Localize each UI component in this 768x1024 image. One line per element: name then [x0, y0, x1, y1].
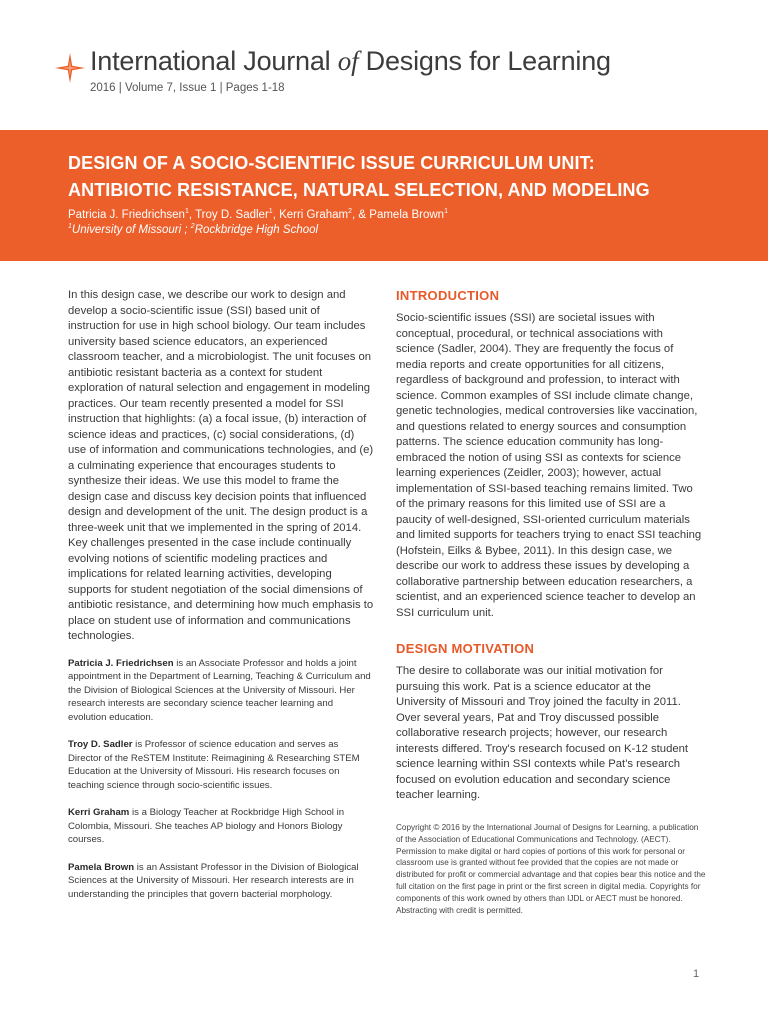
- affiliation-mark: 1: [68, 223, 72, 230]
- article-title-line-2: ANTIBIOTIC RESISTANCE, NATURAL SELECTION, AND MODELING: [68, 180, 650, 200]
- bio-author-name: Pamela Brown: [68, 861, 135, 873]
- right-column: [396, 288, 702, 824]
- section-heading-design-motivation: DESIGN MOTIVATION: [396, 641, 535, 656]
- bio-text: is Professor of science education and serves as Director of the ReSTEM Institute: Reimagining & Researching STEM Education at the University of Missouri. His research focuses on teaching science through socio-scientific issues.: [68, 739, 360, 791]
- author-bio: [68, 806, 374, 847]
- author-affiliation-mark: 1: [444, 208, 448, 215]
- affiliation-name: Rockbridge High School: [194, 223, 319, 236]
- star-compass-icon: [54, 52, 86, 84]
- journal-title-of: of: [337, 46, 359, 76]
- journal-title: [90, 46, 611, 77]
- bio-author-name: Kerri Graham: [68, 807, 130, 818]
- article-title: [68, 150, 728, 204]
- author-affiliation-mark: 1: [184, 208, 189, 215]
- abstract: In this design case, we describe our work to design and develop a socio-scientific issue (SSI) based unit of instruction for use in high school biology. Our team includes university based science educators, an experienced classroom teacher, and a microbiologist. The unit focuses on antibiotic resistant bacteria as a context for student exploration of natural selection and engagement in modeling practices. Our team recently presented a model for SSI instruction that highlights: (a) a focal issue, (b) interaction of science ideas and practices, (c) social considerations, (d) use of information and communications technologies, and (e) a culminating experience that encourages students to synthesize their ideas. We use this model to frame the design case and discuss key decision points that influenced design and development of the unit. The design product is a three-week unit that we implemented in the spring of 2014. Key challenges presented in the case include continually evolving notions of scientific modeling practices and implications for related learning activities, developing supports for student negotiation of the social dimensions of antibiotic resistance, and determining how much emphasis to place on student use of information and communications technologies.: [68, 289, 374, 642]
- introduction-text: Socio-scientific issues (SSI) are societal issues with conceptual, procedural, or technical associations with science (Sadler, 2004). They are frequently the focus of media reports and create opportunities for all citizens, regardless of background and profession, to interact with science. Common examples of SSI include climate change, genetic technologies, medical controversies like vaccination, and questions related to energy sources and consumption patterns. The science education community has long-embraced the notion of using SSI as contexts for science learning experiences (Zeidler, 2003); however, actual implementation of SSI-based teaching remains limited. Two of the primary reasons for this limited use of SSI are a paucity of well-designed, SSI-oriented curriculum materials and limited supports for teachers trying to enact SSI teaching (Hofstein, Eilks & Bybee, 2011). In this design case, we describe our work to address these issues by developing a collaborative partnership between education researchers, a scientist, and an experienced science teacher to develop an SSI curriculum unit.: [396, 312, 702, 619]
- journal-title-post: Designs for Learning: [358, 46, 611, 76]
- bio-text: is a Biology Teacher at Rockbridge High School in Colombia, Missouri. She teaches AP biology and Honors Biology courses.: [68, 807, 345, 845]
- author-name: Patricia J. Friedrichsen: [68, 208, 185, 221]
- section-heading-introduction: INTRODUCTION: [396, 288, 500, 303]
- page-number: 1: [693, 968, 700, 980]
- issue-line: 2016 | Volume 7, Issue 1 | Pages 1-18: [90, 82, 285, 94]
- author-bio: [68, 861, 374, 902]
- bio-author-name: Patricia J. Friedrichsen: [68, 657, 174, 669]
- journal-title-pre: International Journal: [90, 46, 338, 76]
- copyright-notice: Copyright © 2016 by the International Journal of Designs for Learning, a publication of the Association of Educational Communications and Technology. (AECT). Permission to make digital or hard copies of portions of this work for personal or classroom use is granted without fee provided that the copies are not made or distributed for profit or commercial advantage and that copies bear this notice and the full citation on the first page in print or the first screen in digital media. Copyrights for components of this work owned by others than IJDL or AECT must be honored. Abstracting with credit is permitted.: [396, 823, 706, 915]
- bio-text: is an Assistant Professor in the Division of Biological Sciences at the University of Missouri. Her research interests are in understanding the principles that govern bacterial morphology.: [68, 861, 359, 900]
- article-title-banner: [0, 130, 768, 261]
- author-name: Troy D. Sadler: [195, 208, 269, 221]
- bio-author-name: Troy D. Sadler: [68, 739, 133, 750]
- author-separator: , &: [352, 208, 370, 221]
- affiliation-name: University of Missouri: [71, 223, 182, 236]
- author-name: Pamela Brown: [369, 208, 445, 221]
- article-title-line-1: DESIGN OF A SOCIO-SCIENTIFIC ISSUE CURRICULUM UNIT:: [68, 153, 595, 173]
- affiliation-list: [68, 223, 318, 236]
- author-bio: [68, 738, 374, 792]
- author-list: [68, 208, 448, 221]
- author-separator: ,: [272, 208, 280, 221]
- author-separator: ,: [188, 208, 196, 221]
- author-name: Kerri Graham: [279, 208, 349, 221]
- affiliation-mark: 2: [190, 223, 195, 230]
- author-affiliation-mark: 2: [348, 208, 353, 215]
- bio-text: is an Associate Professor and holds a joint appointment in the Department of Learning, Teaching & Curriculum and the Division of Biological Sciences at the University of Missouri. Her research interests are secondary science teacher learning and evolution education.: [68, 657, 371, 723]
- left-column: [68, 288, 374, 915]
- author-affiliation-mark: 1: [268, 208, 273, 215]
- affiliation-separator: ;: [181, 223, 191, 236]
- design-motivation-text: The desire to collaborate was our initial motivation for pursuing this work. Pat is a science educator at the University of Missouri and Troy joined the faculty in 2011. Over several years, Pat and Troy discussed possible collaborative research projects; however, our research interests differed. Troy's research focused on K-12 student science learning within SSI contexts while Pat's research focused on evolution education and secondary science teacher learning.: [396, 665, 689, 801]
- author-bio: [68, 657, 374, 725]
